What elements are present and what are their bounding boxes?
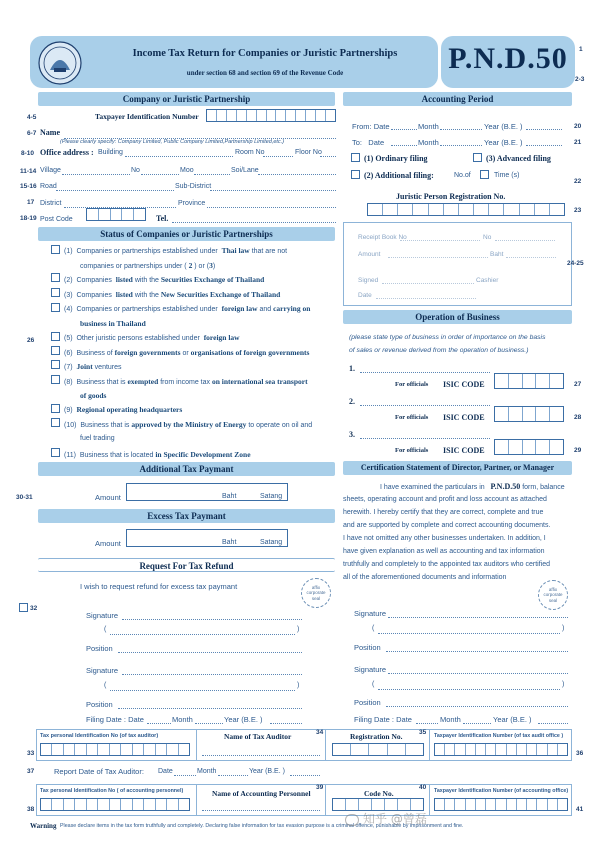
receipt-date-input[interactable] <box>376 298 476 299</box>
paren-line: ) <box>297 682 300 689</box>
divider <box>325 784 326 816</box>
paren-line: ( <box>104 626 107 633</box>
paren-line: ) <box>562 681 565 688</box>
refund-signature-input-1[interactable] <box>122 619 302 620</box>
subdistrict-input[interactable] <box>210 190 336 191</box>
operation-hint-2: of sales or revenue derived from the operation of business.) <box>349 347 529 354</box>
page-number: 1 <box>579 46 583 53</box>
ordinary-filing-checkbox[interactable] <box>351 153 360 162</box>
field-number: 18-19 <box>20 215 37 222</box>
field-number: 41 <box>576 806 584 813</box>
refund-request-text: I wish to request refund for excess tax paymant <box>80 582 238 591</box>
status-section-bar: Status of Companies or Juristic Partnerships <box>38 227 335 241</box>
to-month-input[interactable] <box>440 145 482 146</box>
business-item-3-num: 3. <box>349 430 355 439</box>
business-item-3-input[interactable] <box>360 438 490 439</box>
ordinary-filing-label: (1) Ordinary filing <box>364 154 428 163</box>
isic-code-input-1[interactable] <box>494 373 564 389</box>
baht-label: Baht <box>222 539 237 546</box>
cert-position-input-2[interactable] <box>386 706 568 707</box>
certification-line-8: all of the aforementioned documents and information <box>343 574 507 581</box>
jp-registration-label: Juristic Person Registration No. <box>396 192 506 201</box>
month-label: Month <box>418 122 439 131</box>
status-checkbox-4[interactable] <box>51 303 60 312</box>
field-number: 17 <box>27 199 35 206</box>
satang-label: Satang <box>260 539 283 546</box>
paren-line: ( <box>104 682 107 689</box>
from-year-input[interactable] <box>526 129 562 130</box>
amount-label: Amount <box>95 539 121 548</box>
auditor-reg-label: Registration No. <box>350 732 403 741</box>
paren-line: ) <box>297 626 300 633</box>
receipt-baht-label: Baht <box>490 251 504 258</box>
tin-label: Taxpayer Identification Number <box>95 112 199 121</box>
business-item-2-input[interactable] <box>360 405 490 406</box>
warning-text: Please declare items in the tax form truthfully and completely. Declaring false information for tax evasion purpose is a criminal offence, punishable by imprisonment and fine. <box>60 823 464 829</box>
year-label: Year (B.E. ) <box>224 715 263 724</box>
isic-code-input-3[interactable] <box>494 439 564 455</box>
postcode-input[interactable] <box>86 208 146 221</box>
page-number-2: 2-3 <box>575 76 585 83</box>
chat-bubble-icon <box>345 814 359 826</box>
status-checkbox-7[interactable] <box>51 360 60 369</box>
field-number: 39 <box>316 784 324 791</box>
company-tin-input[interactable] <box>206 109 336 122</box>
status-item-7: (7) Joint ventures <box>64 362 122 371</box>
month-label: Month <box>418 138 439 147</box>
for-officials-label: For officials <box>395 447 429 454</box>
road-input[interactable] <box>56 190 174 191</box>
receipt-no-label: No <box>483 234 492 241</box>
postcode-label: Post Code <box>40 216 73 223</box>
business-item-1-input[interactable] <box>360 372 490 373</box>
form-code: P.N.D.50 <box>448 42 568 75</box>
field-number: 34 <box>316 729 324 736</box>
status-item-11: (11) Business that is located in Specific Development Zone <box>64 450 251 459</box>
field-number: 24-25 <box>567 260 584 267</box>
divider <box>325 729 326 761</box>
room-input[interactable] <box>263 156 293 157</box>
position-label: Position <box>354 698 381 707</box>
year-label: Year (B.E. ) <box>493 715 532 724</box>
tel-input[interactable] <box>172 222 336 223</box>
additional-tax-bar: Additional Tax Paymant <box>38 462 335 476</box>
from-label: From: Date <box>352 122 390 131</box>
to-date-input[interactable] <box>391 145 417 146</box>
building-label: Building <box>98 149 123 156</box>
province-label: Province <box>178 200 206 207</box>
personnel-tin-label: Tax personal Identification No ( of accounting personnel) <box>40 788 184 794</box>
no-label: No <box>131 167 140 174</box>
status-checkbox-11[interactable] <box>51 448 60 457</box>
status-item-2: (2) Companies listed with the Securities Exchange of Thailand <box>64 275 265 284</box>
certification-line-7: truthfully and completely to the appointed tax auditors who certified <box>343 561 551 568</box>
paren-line: ( <box>372 625 375 632</box>
amount-label: Amount <box>95 493 121 502</box>
province-input[interactable] <box>207 207 336 208</box>
certification-line-3: herewith. I hereby certify that they are correct, complete and true <box>343 509 544 516</box>
status-item-8: (8) Business that is exempted from income tax on international sea transport <box>64 377 308 386</box>
status-item-3: (3) Companies listed with the New Securities Exchange of Thailand <box>64 290 281 299</box>
auditor-report-month-input[interactable] <box>218 775 248 776</box>
status-checkbox-1[interactable] <box>51 245 60 254</box>
village-label: Village <box>40 167 61 174</box>
business-item-1-num: 1. <box>349 364 355 373</box>
field-number: 26 <box>27 337 35 344</box>
status-checkbox-8[interactable] <box>51 375 60 384</box>
cert-position-input-1[interactable] <box>386 651 568 652</box>
status-checkbox-5[interactable] <box>51 332 60 341</box>
signature-label: Signature <box>354 609 387 618</box>
satang-label: Satang <box>260 493 283 500</box>
field-number: 33 <box>27 750 35 757</box>
month-label: Month <box>440 715 461 724</box>
status-item-4-cont: business in Thailand <box>80 319 146 328</box>
room-label: Room No <box>235 149 265 156</box>
for-officials-label: For officials <box>395 414 429 421</box>
auditor-reg-input[interactable] <box>332 743 424 756</box>
status-checkbox-3[interactable] <box>51 288 60 297</box>
position-label: Position <box>86 700 113 709</box>
status-item-1-cont: companies or partnerships under ( 2 ) or (3) <box>80 261 216 270</box>
auditor-name-label: Name of Tax Auditor <box>224 732 292 741</box>
cert-signature-input-2[interactable] <box>388 673 568 674</box>
isic-code-label: ISIC CODE <box>443 413 485 422</box>
header-banner <box>30 36 438 88</box>
cert-name-input-1[interactable] <box>378 633 560 634</box>
refund-name-input-2[interactable] <box>110 690 295 691</box>
field-number: 38 <box>27 806 35 813</box>
isic-code-label: ISIC CODE <box>443 380 485 389</box>
receipt-signed-label: Signed <box>358 277 379 284</box>
status-item-5: (5) Other juristic persons established under foreign law <box>64 333 240 342</box>
receipt-amount-label: Amount <box>358 251 381 258</box>
receipt-signed-input[interactable] <box>382 283 474 284</box>
field-number: 28 <box>574 414 582 421</box>
field-number: 27 <box>574 381 582 388</box>
divider <box>196 729 197 761</box>
warning-label: Warning <box>30 822 57 830</box>
isic-code-input-2[interactable] <box>494 406 564 422</box>
auditor-office-tin-input[interactable] <box>434 743 568 756</box>
from-date-input[interactable] <box>391 129 417 130</box>
building-input[interactable] <box>125 156 233 157</box>
status-item-10-cont: fuel trading <box>80 435 115 442</box>
refund-checkbox[interactable] <box>19 603 28 612</box>
personnel-office-tin-label: Taxpayer Identification Number (of accounting office) <box>434 788 569 794</box>
status-item-8-cont: of goods <box>80 391 107 400</box>
field-number: 23 <box>574 207 582 214</box>
name-hint: (Please clearly specify: Company Limited, Public Company Limited,Partnership Limited,etc.) <box>60 139 285 145</box>
personnel-tin-input[interactable] <box>40 798 190 811</box>
auditor-report-date-input[interactable] <box>174 775 196 776</box>
auditor-tin-input[interactable] <box>40 743 190 756</box>
for-officials-label: For officials <box>395 381 429 388</box>
refund-name-input-1[interactable] <box>110 634 295 635</box>
floor-input[interactable] <box>320 156 336 157</box>
certification-line-2: sheets, operating account and profit and loss account as attached <box>343 496 547 503</box>
field-number: 11-14 <box>20 168 37 175</box>
field-number: 20 <box>574 123 582 130</box>
divider <box>196 784 197 816</box>
baht-label: Baht <box>222 493 237 500</box>
status-item-4: (4) Companies or partnerships established under foreign law and carrying on <box>64 304 311 313</box>
from-month-input[interactable] <box>440 129 482 130</box>
field-number: 40 <box>419 784 427 791</box>
personnel-name-label: Name of Accounting Personnel <box>212 789 311 798</box>
status-item-9: (9) Regional operating headquarters <box>64 405 183 414</box>
district-label: District <box>40 200 62 207</box>
filing-date-label: Filing Date : Date <box>86 715 144 724</box>
field-number: 30-31 <box>16 494 33 501</box>
position-label: Position <box>354 643 381 652</box>
certification-line-5: I have not omitted any other businesses undertaken. In addition, I <box>343 535 546 542</box>
auditor-office-tin-label: Taxpayer Identification Number (of tax audit office ) <box>434 733 564 739</box>
divider <box>429 729 430 761</box>
certification-line-6: have given explanation as well as accounting and tax information <box>343 548 545 555</box>
field-number: 36 <box>576 750 584 757</box>
cert-name-input-2[interactable] <box>378 689 560 690</box>
moo-label: Moo <box>180 167 194 174</box>
filing-date-label: Filing Date : Date <box>354 715 412 724</box>
jp-registration-input[interactable] <box>367 203 565 216</box>
soi-input[interactable] <box>258 174 336 175</box>
cert-signature-input-1[interactable] <box>388 617 568 618</box>
cert-filing-month-input[interactable] <box>463 723 491 724</box>
personnel-name-input[interactable] <box>202 810 320 811</box>
personnel-code-label: Code No. <box>364 789 394 798</box>
signature-label: Signature <box>86 666 119 675</box>
name-label: Name <box>40 128 60 137</box>
signature-label: Signature <box>86 611 119 620</box>
field-number: 32 <box>30 605 38 612</box>
excess-tax-bar: Excess Tax Paymant <box>38 509 335 523</box>
to-label: To: Date <box>352 138 385 147</box>
year-label: Year (B.E. ) <box>484 138 523 147</box>
advanced-filing-checkbox[interactable] <box>473 153 482 162</box>
form-title: Income Tax Return for Companies or Juristic Partnerships <box>132 48 398 59</box>
business-item-2-num: 2. <box>349 397 355 406</box>
refund-position-input-2[interactable] <box>118 708 302 709</box>
status-checkbox-2[interactable] <box>51 273 60 282</box>
advanced-filing-label: (3) Advanced filing <box>486 154 551 163</box>
isic-code-label: ISIC CODE <box>443 446 485 455</box>
soi-label: Soi/Lane <box>231 167 259 174</box>
tel-label: Tel. <box>156 214 169 223</box>
field-number: 15-16 <box>20 183 37 190</box>
month-label: Month <box>197 768 217 775</box>
cert-filing-year-input[interactable] <box>538 723 568 724</box>
paren-line: ( <box>372 681 375 688</box>
auditor-tin-label: Tax personal Identification No (of tax auditor) <box>40 733 159 739</box>
accounting-period-bar: Accounting Period <box>343 92 572 106</box>
watermark: 知乎 @曾磊 <box>345 810 427 827</box>
noof-label: No.of <box>454 172 471 179</box>
refund-signature-input-2[interactable] <box>122 674 302 675</box>
field-number: 35 <box>419 729 427 736</box>
field-number: 37 <box>27 768 35 775</box>
operation-bar: Operation of Business <box>343 310 572 324</box>
receipt-cashier-label: Cashier <box>476 277 499 284</box>
corporate-seal-icon: affix corporate seal <box>538 580 568 610</box>
times-checkbox[interactable] <box>480 170 489 179</box>
receipt-no-input[interactable] <box>495 240 555 241</box>
certification-line-1: I have examined the particulars in P.N.D.50 form, balance <box>380 482 565 491</box>
certification-bar: Certification Statement of Director, Partner, or Manager <box>343 461 572 475</box>
refund-position-input-1[interactable] <box>118 652 302 653</box>
road-label: Road <box>40 183 57 190</box>
moo-input[interactable] <box>194 174 230 175</box>
no-input[interactable] <box>141 174 179 175</box>
operation-hint-1: (please state type of business in order of importance on the basis <box>349 334 546 341</box>
office-address-label: Office address : <box>40 148 94 157</box>
receipt-book-input[interactable] <box>400 240 480 241</box>
divider <box>429 784 430 816</box>
position-label: Position <box>86 644 113 653</box>
company-section-bar: Company or Juristic Partnership <box>38 92 335 106</box>
status-checkbox-10[interactable] <box>51 418 60 427</box>
status-checkbox-6[interactable] <box>51 346 60 355</box>
paren-line: ) <box>562 625 565 632</box>
times-label: Time (s) <box>494 172 520 179</box>
subdistrict-label: Sub-District <box>175 183 212 190</box>
status-item-6: (6) Business of foreign governments or organisations of foreign governments <box>64 348 310 357</box>
certification-line-4: and are supported by complete and correct accounting documents. <box>343 522 551 529</box>
field-number: 29 <box>574 447 582 454</box>
year-label: Year (B.E. ) <box>484 122 523 131</box>
auditor-report-date-label: Report Date of Tax Auditor: <box>54 767 144 776</box>
personnel-office-tin-input[interactable] <box>434 798 568 811</box>
date-label: Date <box>158 768 173 775</box>
field-number: 22 <box>574 178 582 185</box>
corporate-seal-icon: affix corporate seal <box>301 578 331 608</box>
additional-filing-checkbox[interactable] <box>351 170 360 179</box>
signature-label: Signature <box>354 665 387 674</box>
floor-label: Floor No <box>295 149 322 156</box>
field-number: 4-5 <box>27 114 37 121</box>
refund-filing-date-input[interactable] <box>147 723 171 724</box>
additional-filing-label: (2) Additional filing: <box>364 171 434 180</box>
month-label: Month <box>172 715 193 724</box>
cert-filing-date-input[interactable] <box>416 723 438 724</box>
receipt-date-label: Date <box>358 292 372 299</box>
year-label: Year (B.E. ) <box>249 768 285 775</box>
revenue-seal-icon <box>36 40 84 86</box>
auditor-report-year-input[interactable] <box>290 775 320 776</box>
refund-filing-month-input[interactable] <box>195 723 223 724</box>
form-subtitle: under section 68 and section 69 of the Revenue Code <box>186 69 344 77</box>
to-year-input[interactable] <box>526 145 562 146</box>
field-number: 8-10 <box>21 150 35 157</box>
auditor-name-input[interactable] <box>202 755 320 756</box>
status-item-10: (10) Business that is approved by the Ministry of Energy to operate on oil and <box>64 420 313 429</box>
village-input[interactable] <box>62 174 130 175</box>
status-checkbox-9[interactable] <box>51 404 60 413</box>
field-number: 21 <box>574 139 582 146</box>
receipt-book-label: Receipt Book No <box>358 234 407 241</box>
receipt-baht-input[interactable] <box>506 257 556 258</box>
refund-bar: Request For Tax Refund <box>38 558 335 572</box>
refund-filing-year-input[interactable] <box>270 723 302 724</box>
field-number: 6-7 <box>27 130 37 137</box>
status-item-1: (1) Companies or partnerships established under Thai law that are not <box>64 246 288 255</box>
receipt-amount-input[interactable] <box>388 257 488 258</box>
